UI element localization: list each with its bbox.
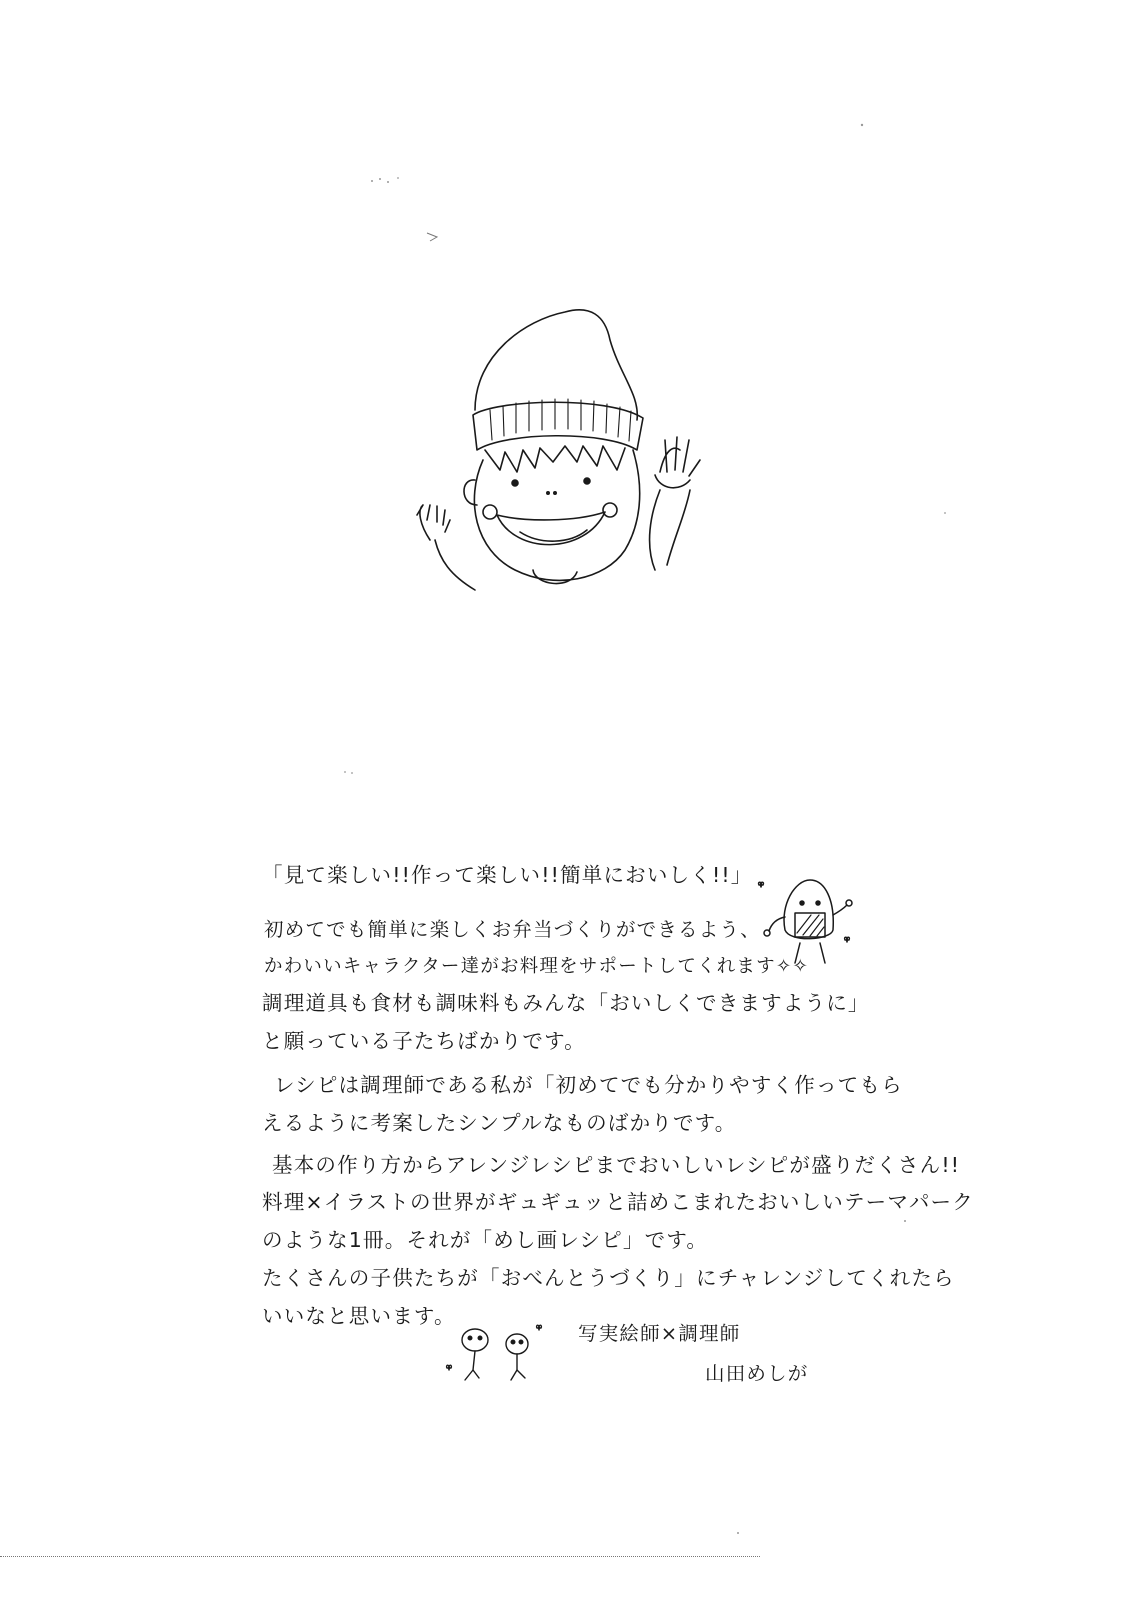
mascots-illustration [445, 1320, 555, 1390]
portrait-illustration [405, 300, 735, 600]
message-line: 調理道具も食材も調味料もみんな「おいしくできますように」 [262, 991, 870, 1015]
message-line: のような1冊。それが「めし画レシピ」です。 [262, 1228, 709, 1252]
message-line: と願っている子たちばかりです。 [262, 1029, 586, 1053]
message-line: 初めてでも簡単に楽しくお弁当づくりができるよう、 [264, 918, 761, 941]
signature-name: 山田めしが [705, 1362, 809, 1385]
message-line: いいなと思います。 [262, 1304, 456, 1328]
scan-edge-line [0, 1556, 760, 1557]
signature-role: 写実絵師×調理師 [578, 1322, 741, 1345]
message-line: えるように考案したシンプルなものばかりです。 [262, 1111, 737, 1135]
message-line: 料理×イラストの世界がギュギュッと詰めこまれたおいしいテーマパーク [262, 1190, 974, 1214]
message-line: レシピは調理師である私が「初めてでも分かりやすく作ってもら [274, 1073, 903, 1097]
message-line: 「見て楽しい!!作って楽しい!!簡単においしく!!」 [262, 863, 753, 887]
message-line: 基本の作り方からアレンジレシピまでおいしいレシピが盛りだくさん!! [272, 1153, 961, 1177]
message-line: かわいいキャラクター達がお料理をサポートしてくれます✧✧ [264, 956, 810, 977]
message-line: たくさんの子供たちが「おべんとうづくり」にチャレンジしてくれたら [262, 1266, 955, 1290]
